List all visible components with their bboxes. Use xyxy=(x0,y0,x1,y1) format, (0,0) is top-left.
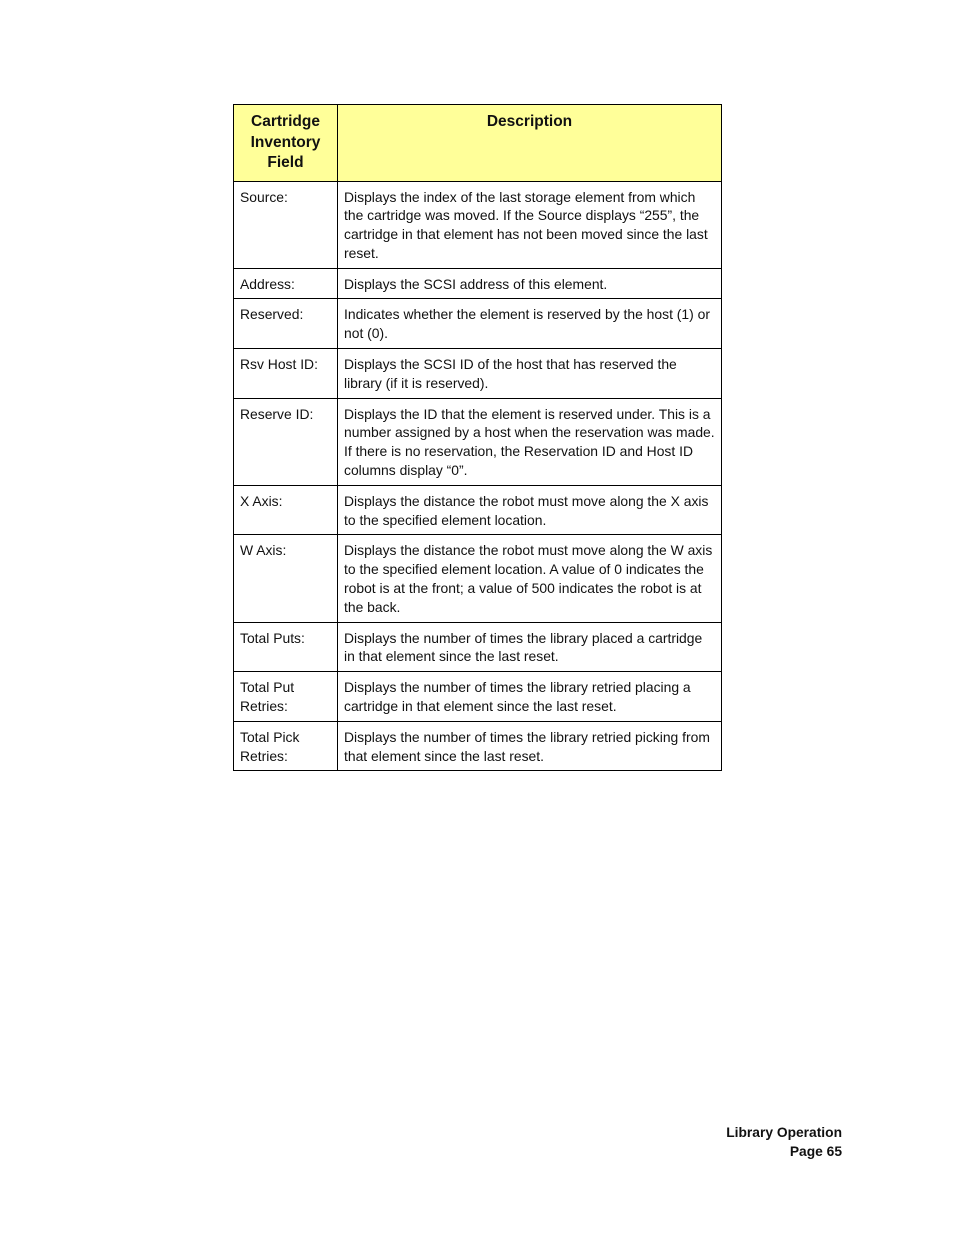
footer-section-title: Library Operation xyxy=(726,1125,842,1140)
table-row xyxy=(234,622,722,672)
description-cell: Displays the number of times the library retried placing a cartridge in that element since the last reset. xyxy=(338,672,722,722)
column-header-description: Description xyxy=(338,105,722,182)
description-cell: Indicates whether the element is reserved by the host (1) or not (0). xyxy=(338,299,722,349)
table-row xyxy=(234,672,722,722)
description-cell: Displays the number of times the library retried picking from that element since the last reset. xyxy=(338,721,722,771)
table-row xyxy=(234,299,722,349)
description-cell: Displays the ID that the element is reserved under. This is a number assigned by a host when the reservation was made. If there is no reservation, the Reservation ID and Host ID columns display “0”. xyxy=(338,398,722,485)
table-row xyxy=(234,485,722,535)
description-cell: Displays the distance the robot must move along the X axis to the specified element location. xyxy=(338,485,722,535)
description-cell: Displays the SCSI ID of the host that has reserved the library (if it is reserved). xyxy=(338,349,722,399)
table-row xyxy=(234,721,722,771)
field-cell: Source: xyxy=(234,181,338,268)
field-cell: Total Pick Retries: xyxy=(234,721,338,771)
table-row xyxy=(234,181,722,268)
description-cell: Displays the number of times the library placed a cartridge in that element since the last reset. xyxy=(338,622,722,672)
column-header-field: Cartridge Inventory Field xyxy=(234,105,338,182)
field-cell: Reserve ID: xyxy=(234,398,338,485)
field-cell: Address: xyxy=(234,268,338,299)
table-header-row xyxy=(234,105,722,182)
field-cell: X Axis: xyxy=(234,485,338,535)
field-cell: Total Put Retries: xyxy=(234,672,338,722)
description-cell: Displays the SCSI address of this element. xyxy=(338,268,722,299)
table-row xyxy=(234,268,722,299)
inventory-fields-table xyxy=(233,104,722,771)
description-cell: Displays the distance the robot must move along the W axis to the specified element location. A value of 0 indicates the robot is at the front; a value of 500 indicates the robot is at the back. xyxy=(338,535,722,622)
field-cell: Total Puts: xyxy=(234,622,338,672)
table-row xyxy=(234,398,722,485)
page-footer xyxy=(726,1124,842,1161)
field-cell: Rsv Host ID: xyxy=(234,349,338,399)
table-row xyxy=(234,349,722,399)
table-row xyxy=(234,535,722,622)
description-cell: Displays the index of the last storage element from which the cartridge was moved. If the Source displays “255”, the cartridge in that element has not been moved since the last reset. xyxy=(338,181,722,268)
field-cell: W Axis: xyxy=(234,535,338,622)
field-cell: Reserved: xyxy=(234,299,338,349)
footer-page-number: Page 65 xyxy=(789,1143,842,1159)
